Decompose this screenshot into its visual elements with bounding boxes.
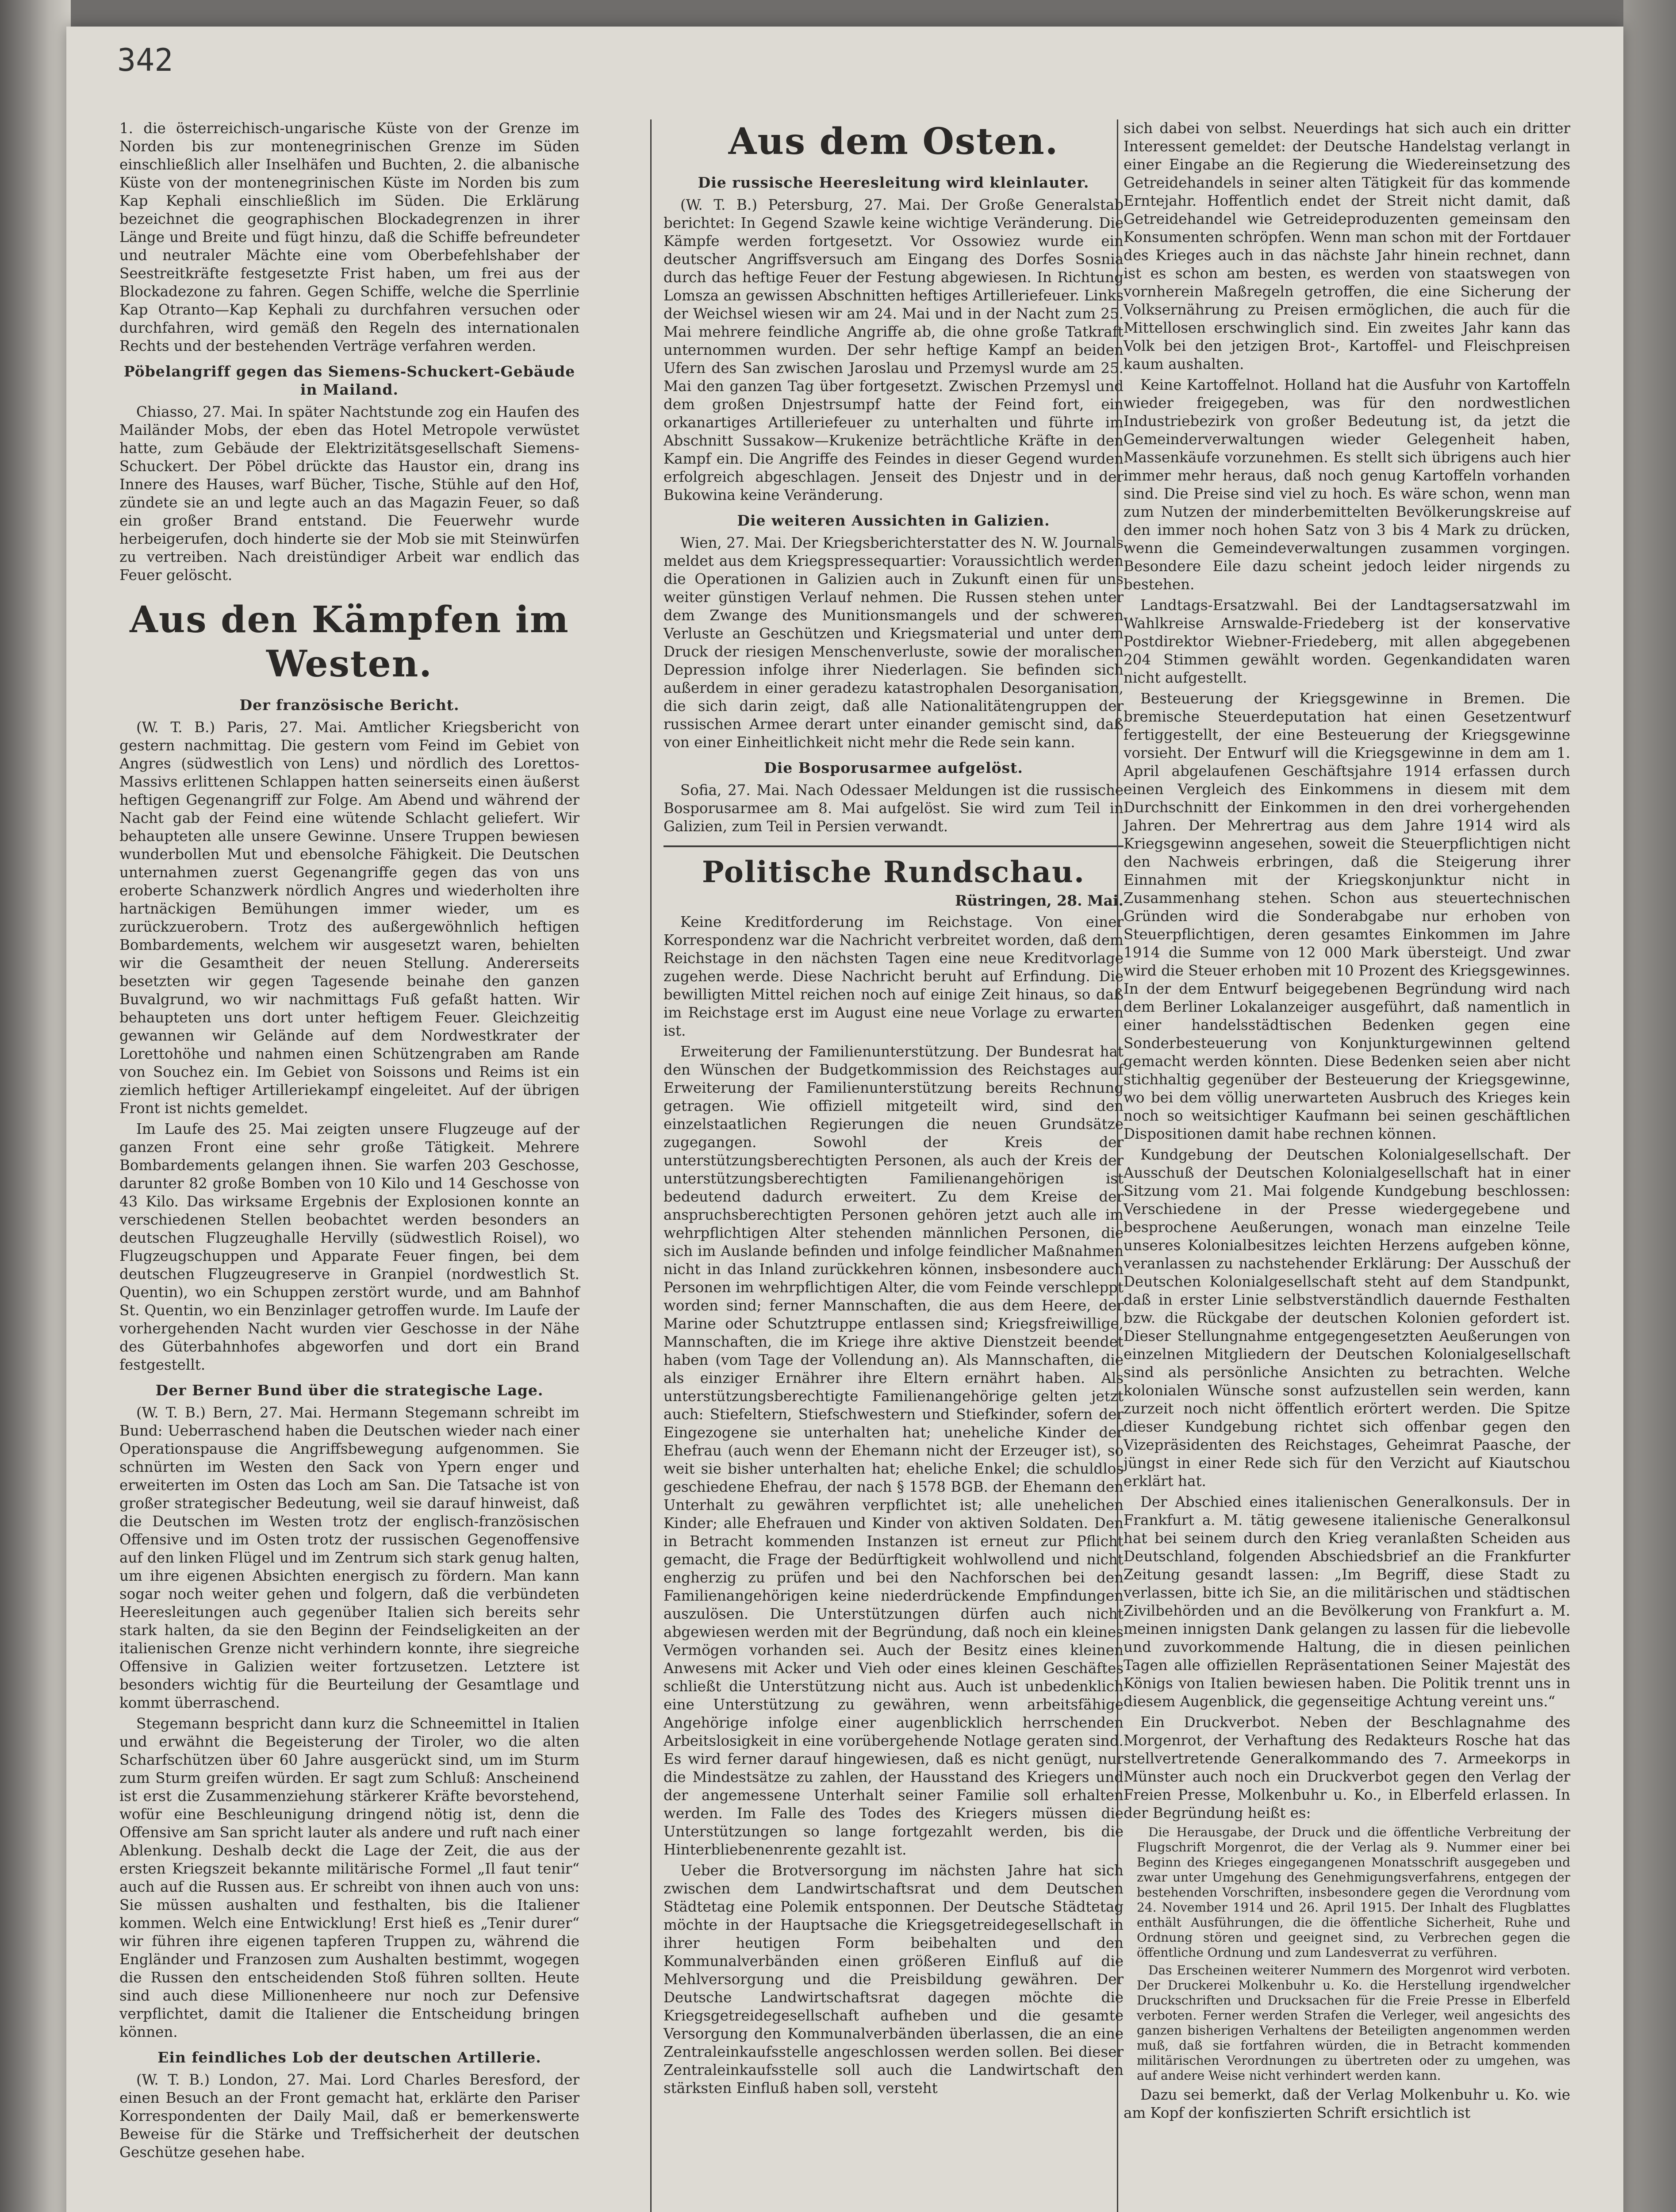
article-subheading: Die weiteren Aussichten in Galizien. [737, 512, 1050, 529]
article-subheading: Die russische Heeresleitung wird kleinlauter. [698, 174, 1089, 191]
article-text: Der Abschied eines italienischen Generalkonsuls. Der in Frankfurt a. M. tätig gewesene italienische Generalkonsul hat bei seinem durch den Krieg veranlaßten Scheiden aus Deutschland, folgenden Abschiedsbrief an die Frankfurter Zeitung gesandt lassen: „Im Begriff, diese Stadt zu verlassen, bitte ich Sie, an die militärischen und städtischen Zivilbehörden und an die Bevölkerung von Frankfurt a. M. meinen innigsten Dank gelangen zu lassen für die liebevolle und zuvorkommende Haltung, die in diesen peinlichen Tagen alle offiziellen Repräsentationen Seiner Majestät des Königs von Italien bewiesen haben. Die Politik trennt uns in diesem Augenblick, die gegenseitige Achtung vereint uns.“ [1124, 1494, 1570, 1710]
article-text: Kundgebung der Deutschen Kolonialgesellschaft. Der Ausschuß der Deutschen Kolonialgesellschaft hat in einer Sitzung vom 21. Mai folgende Kundgebung beschlossen: Verschiedene in der Presse wiedergegebene und besprochene Aeußerungen, wonach man einzelne Teile unseres Kolonialbesitzes leichten Herzens aufgeben könne, veranlassen zu nachstehender Erklärung: Der Ausschuß der Deutschen Kolonialgesellschaft steht auf dem Standpunkt, daß in erster Linie selbstverständlich dauernde Festhalten bzw. die Rückgabe der deutschen Kolonien gefordert ist. Dieser Stellungnahme entgegengesetzten Aeußerungen von einzelnen Mitgliedern der Deutschen Kolonialgesellschaft sind als persönliche Ansichten zu betrachten. Welche kolonialen Wünsche sonst aufzustellen sein werden, kann zurzeit noch nicht öffentlich erörtert werden. Die Spitze dieser Kundgebung richtet sich offenbar gegen den Vizepräsidenten des Reichstages, Geheimrat Paasche, der jüngst in einer Rede sich für den Verzicht auf Kiautschou erklärt hat. [1124, 1146, 1570, 1490]
article-text: (W. T. B.) Paris, 27. Mai. Amtlicher Kriegsbericht von gestern nachmittag. Die gestern vom Feind im Gebiet von Angres (südwestlich von Lens) und nördlich des Lorettos-Massivs erlittenen Schlappen hatten seinerseits einen äußerst heftigen Gegenangriff zur Folge. Am Abend und während der Nacht gab der Feind eine wütende Schlacht geliefert. Wir behaupteten alle unsere Gewinne. Unsere Truppen bewiesen wunderbollen Mut und ebensolche Fähigkeit. Die Deutschen unternahmen zuerst Gegenangriffe gegen das von uns eroberte Schanzwerk nördlich Angres und wiederholten ihre hartnäckigen Bemühungen immer wieder, um es zurückzuerobern. Trotz des außergewöhnlich heftigen Bombardements, welchem wir ausgesetzt waren, behielten wir die Gesamtheit der neuen Stellung. Andererseits besetzten wir gegen Tagesende beinahe den ganzen Buvalgrund, wo wir nachmittags Fuß gefaßt hatten. Wir behaupteten uns dort unter heftigem Feuer. Gleichzeitig gewannen wir Gelände auf dem Nordwestkrater der Lorettohöhe und nahmen einen Schützengraben am Rande von Souchez ein. Im Gebiet von Soissons und Reims ist ein ziemlich heftiger Artilleriekampf eingeleitet. Auf der übrigen Front ist nichts gemeldet. [119, 719, 579, 1117]
article-text: Landtags-Ersatzwahl. Bei der Landtagsersatzwahl im Wahlkreise Arnswalde-Friedeberg ist der konservative Postdirektor Wiebner-Friedeberg, mit allen abgegebenen 204 Stimmen gewählt worden. Gegenkandidaten waren nicht aufgestellt. [1124, 597, 1570, 686]
book-spine-edge [0, 0, 71, 2212]
quoted-text: Die Herausgabe, der Druck und die öffentliche Verbreitung der Flugschrift Morgenrot, die der Verlag als 9. Nummer einer bei Beginn des Krieges eingegangenen Monatsschrift ausgegeben und zwar unter Umgehung des Genehmigungsverfahrens, entgegen der bestehenden Vorschriften, insbesondere gegen die Verordnung vom 24. November 1914 und 26. April 1915. Der Inhalt des Flugblattes enthält Ausführungen, die die öffentliche Sicherheit, Ruhe und Ordnung stören und geeignet sind, zu Verbrechen gegen die öffentliche Ordnung und zum Landesverrat zu verführen. [1137, 1825, 1570, 1960]
article-text: Ueber die Brotversorgung im nächsten Jahre hat sich zwischen dem Landwirtschaftsrat und dem Deutschen Städtetag eine Polemik entsponnen. Der Deutsche Städtetag möchte in der Hauptsache die Kriegsgetreidegesellschaft in ihrer heutigen Form beibehalten und den Kommunalverbänden einen größeren Einfluß auf die Mehlversorgung und die Preisbildung gewähren. Der Deutsche Landwirtschaftsrat dagegen möchte die Kriegsgetreidegesellschaft aufheben und die gesamte Versorgung den Kommunalverbänden überlassen, die an eine Zentraleinkaufsstelle angeschlossen werden sollen. Bei dieser Zentraleinkaufsstelle soll auch die Landwirtschaft den stärksten Einfluß haben soll, versteht [663, 1862, 1124, 2097]
dateline: Rüstringen, 28. Mai. [955, 892, 1124, 909]
section-heading: Aus den Kämpfen im Westen. [130, 599, 569, 685]
article-text: Dazu sei bemerkt, daß der Verlag Molkenbuhr u. Ko. wie am Kopf der konfiszierten Schrift ersichtlich ist [1124, 2086, 1570, 2121]
section-heading: Aus dem Osten. [728, 120, 1059, 163]
section-divider [663, 845, 1124, 847]
article-text: Sofia, 27. Mai. Nach Odessaer Meldungen ist die russische Bosporusarmee am 8. Mai aufgelöst. Sie wird zum Teil in Galizien, zum Teil in Persien verwandt. [663, 782, 1124, 835]
column-left [119, 119, 579, 2164]
article-text: sich dabei von selbst. Neuerdings hat sich auch ein dritter Interessent gemeldet: der Deutsche Handelstag verlangt in einer Eingabe an die Regierung die Wiedereinsetzung des Getreidehandels in seiner alten Tätigkeit für das kommende Erntejahr. Hoffentlich endet der Streit nicht damit, daß Getreidehandel wie Getreideproduzenten gemeinsam den Konsumenten schröpfen. Wenn man schon mit der Fortdauer des Krieges auch in das nächste Jahr hinein rechnet, dann ist es schon am besten, es werden von staatswegen von vornherein Maßregeln getroffen, die eine Sicherung der Volksernährung zu Preisen ermöglichen, die auch für die Mittellosen erschwinglich sind. Ein zweites Jahr kann das Volk bei den jetzigen Brot-, Kartoffel- und Fleischpreisen kaum aushalten. [1124, 120, 1570, 373]
article-text: Stegemann bespricht dann kurz die Schneemittel in Italien und erwähnt die Begeisterung der Tiroler, wo die alten Scharfschützen über 60 Jahre ausgerückt sind, um im Sturm zum Sturm greifen würden. Er sagt zum Schluß: Anscheinend ist erst die Zusammenziehung stärkerer Kräfte bevorstehend, wofür eine Beschleunigung dringend nötig ist, denn die Offensive am San spricht lauter als andere und ruft nach einer Ablenkung. Deshalb deckt die Lage der Zeit, die aus der ersten Kriegszeit bekannte militärische Formel „Il faut tenir“ auch auf die Russen aus. Er schreibt von ihnen auch von uns: Sie müssen aushalten und festhalten, bis die Italiener kommen. Welch eine Entwicklung! Erst hieß es „Tenir durer“ wir führen ihre eigenen tapferen Truppen zu, während die Engländer und Franzosen zum Aushalten bestimmt, wogegen die Russen den entscheidenden Stoß führen sollten. Heute sind auch diese Millionenheere nur noch zur Defensive verpflichtet, damit die Italiener die Entscheidung bringen können. [119, 1715, 579, 2040]
column-middle [663, 119, 1124, 2100]
article-text: Erweiterung der Familienunterstützung. Der Bundesrat hat den Wünschen der Budgetkommission des Reichstages auf Erweiterung der Familienunterstützung bereits Rechnung getragen. Wie offiziell mitgeteilt wird, sind den einzelstaatlichen Regierungen die neuen Grundsätze zugegangen. Sowohl der Kreis der unterstützungsberechtigten Personen, als auch der Kreis der unterstützungsberechtigten Familienangehörigen ist bedeutend dadurch erweitert. Zu dem Kreise der anspruchsberechtigten Personen gehören jetzt auch alle im wehrpflichtigen Alter stehenden männlichen Personen, die sich im Auslande befinden und infolge feindlicher Maßnahmen nicht in das Inland zurückkehren können, insbesondere auch Personen im wehrpflichtigen Alter, die vom Feinde verschleppt worden sind; ferner Mannschaften, die aus dem Heere, der Marine oder Schutztruppe entlassen sind; Kriegsfreiwillige, Mannschaften, die im Kriege ihre aktive Dienstzeit beendet haben (vom Tage der Vollendung an). Als Mannschaften, die als einziger Ernährer ihre Eltern ernährt haben. Als unterstützungsberechtigte Familienangehörige gelten jetzt auch: Stiefeltern, Stiefschwestern und Stiefkinder, sofern der Eingezogene sie unterhalten hat; uneheliche Kinder der Ehefrau (auch wenn der Ehemann nicht der Erzeuger ist), so weit sie bisher unterhalten hat; eheliche Enkel; die schuldlos geschiedene Ehefrau, der nach § 1578 BGB. der Ehemann den Unterhalt zu gewähren verpflichtet ist; alle unehelichen Kinder; alle Ehefrauen und Kinder von aktiven Soldaten. Den in Betracht kommenden Instanzen ist erneut zur Pflicht gemacht, die Frage der Bedürftigkeit wohlwollend und nicht engherzig zu prüfen und bei den Nachforschen bei den Familienangehörigen keine niederdrückende Empfindungen auszulösen. Die Unterstützungen dürfen auch nicht abgewiesen werden mit der Begründung, daß noch ein kleines Vermögen vorhanden sei. Auch der Besitz eines kleinen Anwesens mit Acker und Vieh oder eines kleinen Geschäftes schließt die Unterstützung nicht aus. Auch ist unbedenklich eine Unterstützung zu gewähren, wenn arbeitsfähige Angehörige infolge einer augenblicklich herrschenden Arbeitslosigkeit in eine vorübergehende Notlage geraten sind. Es wird ferner darauf hingewiesen, daß es nicht genügt, nur die Mindestsätze zu zahlen, der Hausstand des Kriegers und der angemessene Unterhalt seiner Familie soll erhalten werden. Im Falle des Todes des Kriegers müssen die Unterstützungen so lange fortgezahlt werden, bis die Hinterbliebenenrente gezahlt ist. [663, 1043, 1124, 1858]
article-text: (W. T. B.) Petersburg, 27. Mai. Der Große Generalstab berichtet: In Gegend Szawle keine wichtige Veränderung. Die Kämpfe werden fortgesetzt. Vor Ossowiez wurde ein deutscher Angriffsversuch am Eingang des Dorfes Sosnia durch das heftige Feuer der Festung abgewiesen. In Richtung Lomsza an gewissen Abschnitten heftiges Artilleriefeuer. Links der Weichsel wiesen wir am 24. Mai und in der Nacht zum 25. Mai mehrere feindliche Angriffe ab, die ohne große Tatkraft unternommen wurden. Der sehr heftige Kampf an beiden Ufern des San zwischen Jaroslau und Przemysl wurde am 25. Mai den ganzen Tag über fortgesetzt. Zwischen Przemysl und dem großen Dnjestrsumpf hatte der Feind fort, ein orkanartiges Artilleriefeuer zu unterhalten und führte im Abschnitt Sussakow—Krukenize beträchtliche Kräfte in den Kampf ein. Die Angriffe des Feindes in dieser Gegend wurden erfolgreich abgeschlagen. Jenseit des Dnjestr und in der Bukowina keine Veränderung. [663, 196, 1124, 503]
article-text: Im Laufe des 25. Mai zeigten unsere Flugzeuge auf der ganzen Front eine sehr große Tätigkeit. Mehrere Bombardements gelangen ihnen. Sie warfen 203 Geschosse, darunter 82 große Bomben von 10 Kilo und 14 Geschosse von 43 Kilo. Das wirksame Ergebnis der Explosionen konnte an verschiedenen Stellen beobachtet werden besonders an deutschen Flugzeughalle Hervilly (südwestlich Roisel), wo Flugzeugschuppen und Apparate Feuer fingen, bei dem deutschen Flugzeugreserve in Granpiel (nordwestlich St. Quentin), wo ein Schuppen zerstört wurde, und am Bahnhof St. Quentin, wo ein Benzinlager getroffen wurde. Im Laufe der vorhergehenden Nacht wurden vier Geschosse in der Nähe des Güterbahnhofes abgeworfen und dort ein Brand festgestellt. [119, 1121, 579, 1373]
section-heading: Politische Rundschau. [702, 855, 1085, 889]
quoted-decree [1124, 1825, 1570, 2083]
column-rule-left [650, 119, 652, 2212]
article-text: Keine Kartoffelnot. Holland hat die Ausfuhr von Kartoffeln wieder freigegeben, was für den nordwestlichen Industriebezirk von großer Bedeutung ist, da jetzt die Gemeinderverwaltungen wieder Gelegenheit haben, Massenkäufe vorzunehmen. Es stellt sich übrigens auch hier immer mehr heraus, daß noch genug Kartoffeln vorhanden sind. Die Preise sind viel zu hoch. Es wäre schon, wenn man zum Nutzen der minderbemittelten Bevölkerungskreise auf den immer noch hohen Satz von 3 bis 4 Mark zu drücken, wenn die Gemeindeverwaltungen zusammen vorgingen. Besondere Eile dazu scheint jedoch leider nirgends zu bestehen. [1124, 376, 1570, 593]
page-number: 342 [117, 42, 173, 78]
article-text: (W. T. B.) London, 27. Mai. Lord Charles Beresford, der einen Besuch an der Front gemacht hat, erklärte den Pariser Korrespondenten der Daily Mail, daß er bemerkenswerte Beweise für die Stärke und Treffsicherheit der deutschen Geschütze gesehen habe. [119, 2071, 579, 2161]
page-margin-shadow [1623, 0, 1676, 2212]
article-subheading: Die Bosporusarmee aufgelöst. [764, 759, 1023, 776]
article-text: Chiasso, 27. Mai. In später Nachtstunde zog ein Haufen des Mailänder Mobs, der eben das Hotel Metropole verwüstet hatte, zum Gebäude der Elektrizitätsgesellschaft Siemens-Schuckert. Der Pöbel drückte das Haustor ein, drang ins Innere des Hauses, warf Bücher, Tische, Stühle auf den Hof, zündete sie an und legte auch an das Magazin Feuer, so daß ein großer Brand entstand. Die Feuerwehr wurde herbeigerufen, doch hinderte sie der Mob sie mit Steinwürfen zu vertreiben. Nach dreistündiger Arbeit war endlich das Feuer gelöscht. [119, 403, 579, 584]
article-subheading: Ein feindliches Lob der deutschen Artillerie. [157, 2049, 541, 2066]
article-subheading: Pöbelangriff gegen das Siemens-Schuckert-Gebäude in Mailand. [123, 363, 575, 398]
article-subheading: Der französische Bericht. [239, 696, 460, 714]
article-text: 1. die österreichisch-ungarische Küste von der Grenze im Norden bis zur montenegrinischen Grenze im Süden einschließlich aller Inselhäfen und Buchten, 2. die albanische Küste von der montenegrinischen Küste im Norden bis zum Kap Kephali einschließlich im Süden. Die Erklärung bezeichnet die geographischen Blockadegrenzen in ihrer Länge und Breite und fügt hinzu, daß die Schiffe befreundeter und neutraler Mächte eine vom Oberbefehlshaber der Seestreitkräfte festgesetzte Frist haben, um frei aus der Blockadezone zu fahren. Gegen Schiffe, welche die Sperrlinie Kap Otranto—Kap Kephali zu durchfahren versuchen oder durchfahren, wird gemäß den Regeln des internationalen Rechts und der bestehenden Verträge verfahren werden. [119, 120, 579, 354]
article-text: Keine Kreditforderung im Reichstage. Von einer Korrespondenz war die Nachricht verbreitet worden, daß dem Reichstage in den nächsten Tagen eine neue Kreditvorlage zugehen werde. Diese Nachricht beruht auf Erfindung. Die bewilligten Mittel reichen noch auf einige Zeit hinaus, so daß im Reichstage erst im August eine neue Vorlage zu erwarten ist. [663, 914, 1124, 1039]
article-text: Wien, 27. Mai. Der Kriegsberichterstatter des N. W. Journals meldet aus dem Kriegspressequartier: Voraussichtlich werden die Operationen in Galizien auch in Zukunft einen für uns weiter günstigen Verlauf nehmen. Die Russen stehen unter dem Zwange des Munitionsmangels und der schweren Verluste an Geschützen und Kriegsmaterial und unter dem Druck der riesigen Menschenverluste, sowie der moralischen Depression infolge ihrer Niederlagen. Sie befinden sich außerdem in einer geradezu katastrophalen Desorganisation, die sich darin zeigt, daß alle Nationalitätengruppen der russischen Armee derart unter einander gemischt sind, daß von einer Einheitlichkeit nicht mehr die Rede sein kann. [663, 534, 1124, 751]
article-text: (W. T. B.) Bern, 27. Mai. Hermann Stegemann schreibt im Bund: Ueberraschend haben die Deutschen wieder nach einer Operationspause die Angriffsbewegung aufgenommen. Sie schnürten im Westen den Sack von Ypern enger und erweiterten im Osten das Loch am San. Die Tatsache ist von großer strategischer Bedeutung, weil sie darauf hinweist, daß die Deutschen im Westen trotz der englisch-französischen Offensive und im Osten trotz der russischen Gegenoffensive auf den linken Flügel und im Zentrum sich stark genug halten, um ihre eigenen Absichten energisch zu fördern. Man kann sogar noch weiter gehen und folgern, daß die verbündeten Heeresleitungen auch gegenüber Italien sich bereits sehr stark halten, da sie den Beginn der Feindseligkeiten an der italienischen Grenze nicht verhindern konnte, ihre siegreiche Offensive in Galizien weiter fortzusetzen. Letztere ist besonders wichtig für die Beurteilung der Gesamtlage und kommt überraschend. [119, 1404, 579, 1711]
column-right [1124, 119, 1570, 2125]
quoted-text: Das Erscheinen weiterer Nummern des Morgenrot wird verboten. Der Druckerei Molkenbuhr u. Ko. die Herstellung irgendwelcher Druckschriften und Drucksachen für die Freie Presse in Elberfeld verboten. Ferner werden Strafen die Verleger, weil angesichts des ganzen bisherigen Verhaltens der Beteiligten angenommen werden muß, daß sie fortfahren würden, die in Betracht kommenden militärischen Verordnungen zu übertreten oder zu umgehen, was auf andere Weise nicht verhindert werden kann. [1137, 1963, 1570, 2083]
article-text: Besteuerung der Kriegsgewinne in Bremen. Die bremische Steuerdeputation hat einen Gesetzentwurf fertiggestellt, der eine Besteuerung der Kriegsgewinne vorsieht. Der Entwurf will die Kriegsgewinne in dem am 1. April abgelaufenen Geschäftsjahre 1914 erfassen durch einen Vergleich des Einkommens in diesem mit dem Durchschnitt der Einkommen in den drei vorhergehenden Jahren. Der Mehrertrag aus dem Jahre 1914 wird als Kriegsgewinn angesehen, soweit die Steuerpflichtigen nicht den Nachweis erbringen, daß die Steigerung ihrer Einnahmen mit der Kriegskonjunktur nicht in Zusammenhang stehen. Schon aus steuertechnischen Gründen wird die Sonderabgabe nur erhoben von Steuerpflichtigen, deren gesamtes Einkommen im Jahre 1914 die Summe von 12 000 Mark übersteigt. Und zwar wird die Steuer erhoben mit 10 Prozent des Kriegsgewinnes. In der dem Entwurf beigegebenen Begründung wird nach dem Berliner Lokalanzeiger ausgeführt, daß namentlich in einer handelsstädtischen Bedenken gegen eine Sonderbesteuerung von Konjunkturgewinnen geltend gemacht werden könnten. Diese Bedenken seien aber nicht stichhaltig gegenüber der Besteuerung der Kriegsgewinne, wo bei dem völlig unerwarteten Ausbruch des Krieges kein noch so weitsichtiger Kaufmann bei seinen geschäftlichen Dispositionen damit habe rechnen können. [1124, 690, 1570, 1142]
article-subheading: Der Berner Bund über die strategische Lage. [155, 1382, 544, 1399]
article-text: Ein Druckverbot. Neben der Beschlagnahme des Morgenrot, der Verhaftung des Redakteurs Rosche hat das stellvertretende Generalkommando des 7. Armeekorps in Münster auch noch ein Druckverbot gegen den Verlag der Freien Presse, Molkenbuhr u. Ko., in Elberfeld erlassen. In der Begründung heißt es: [1124, 1714, 1570, 1821]
